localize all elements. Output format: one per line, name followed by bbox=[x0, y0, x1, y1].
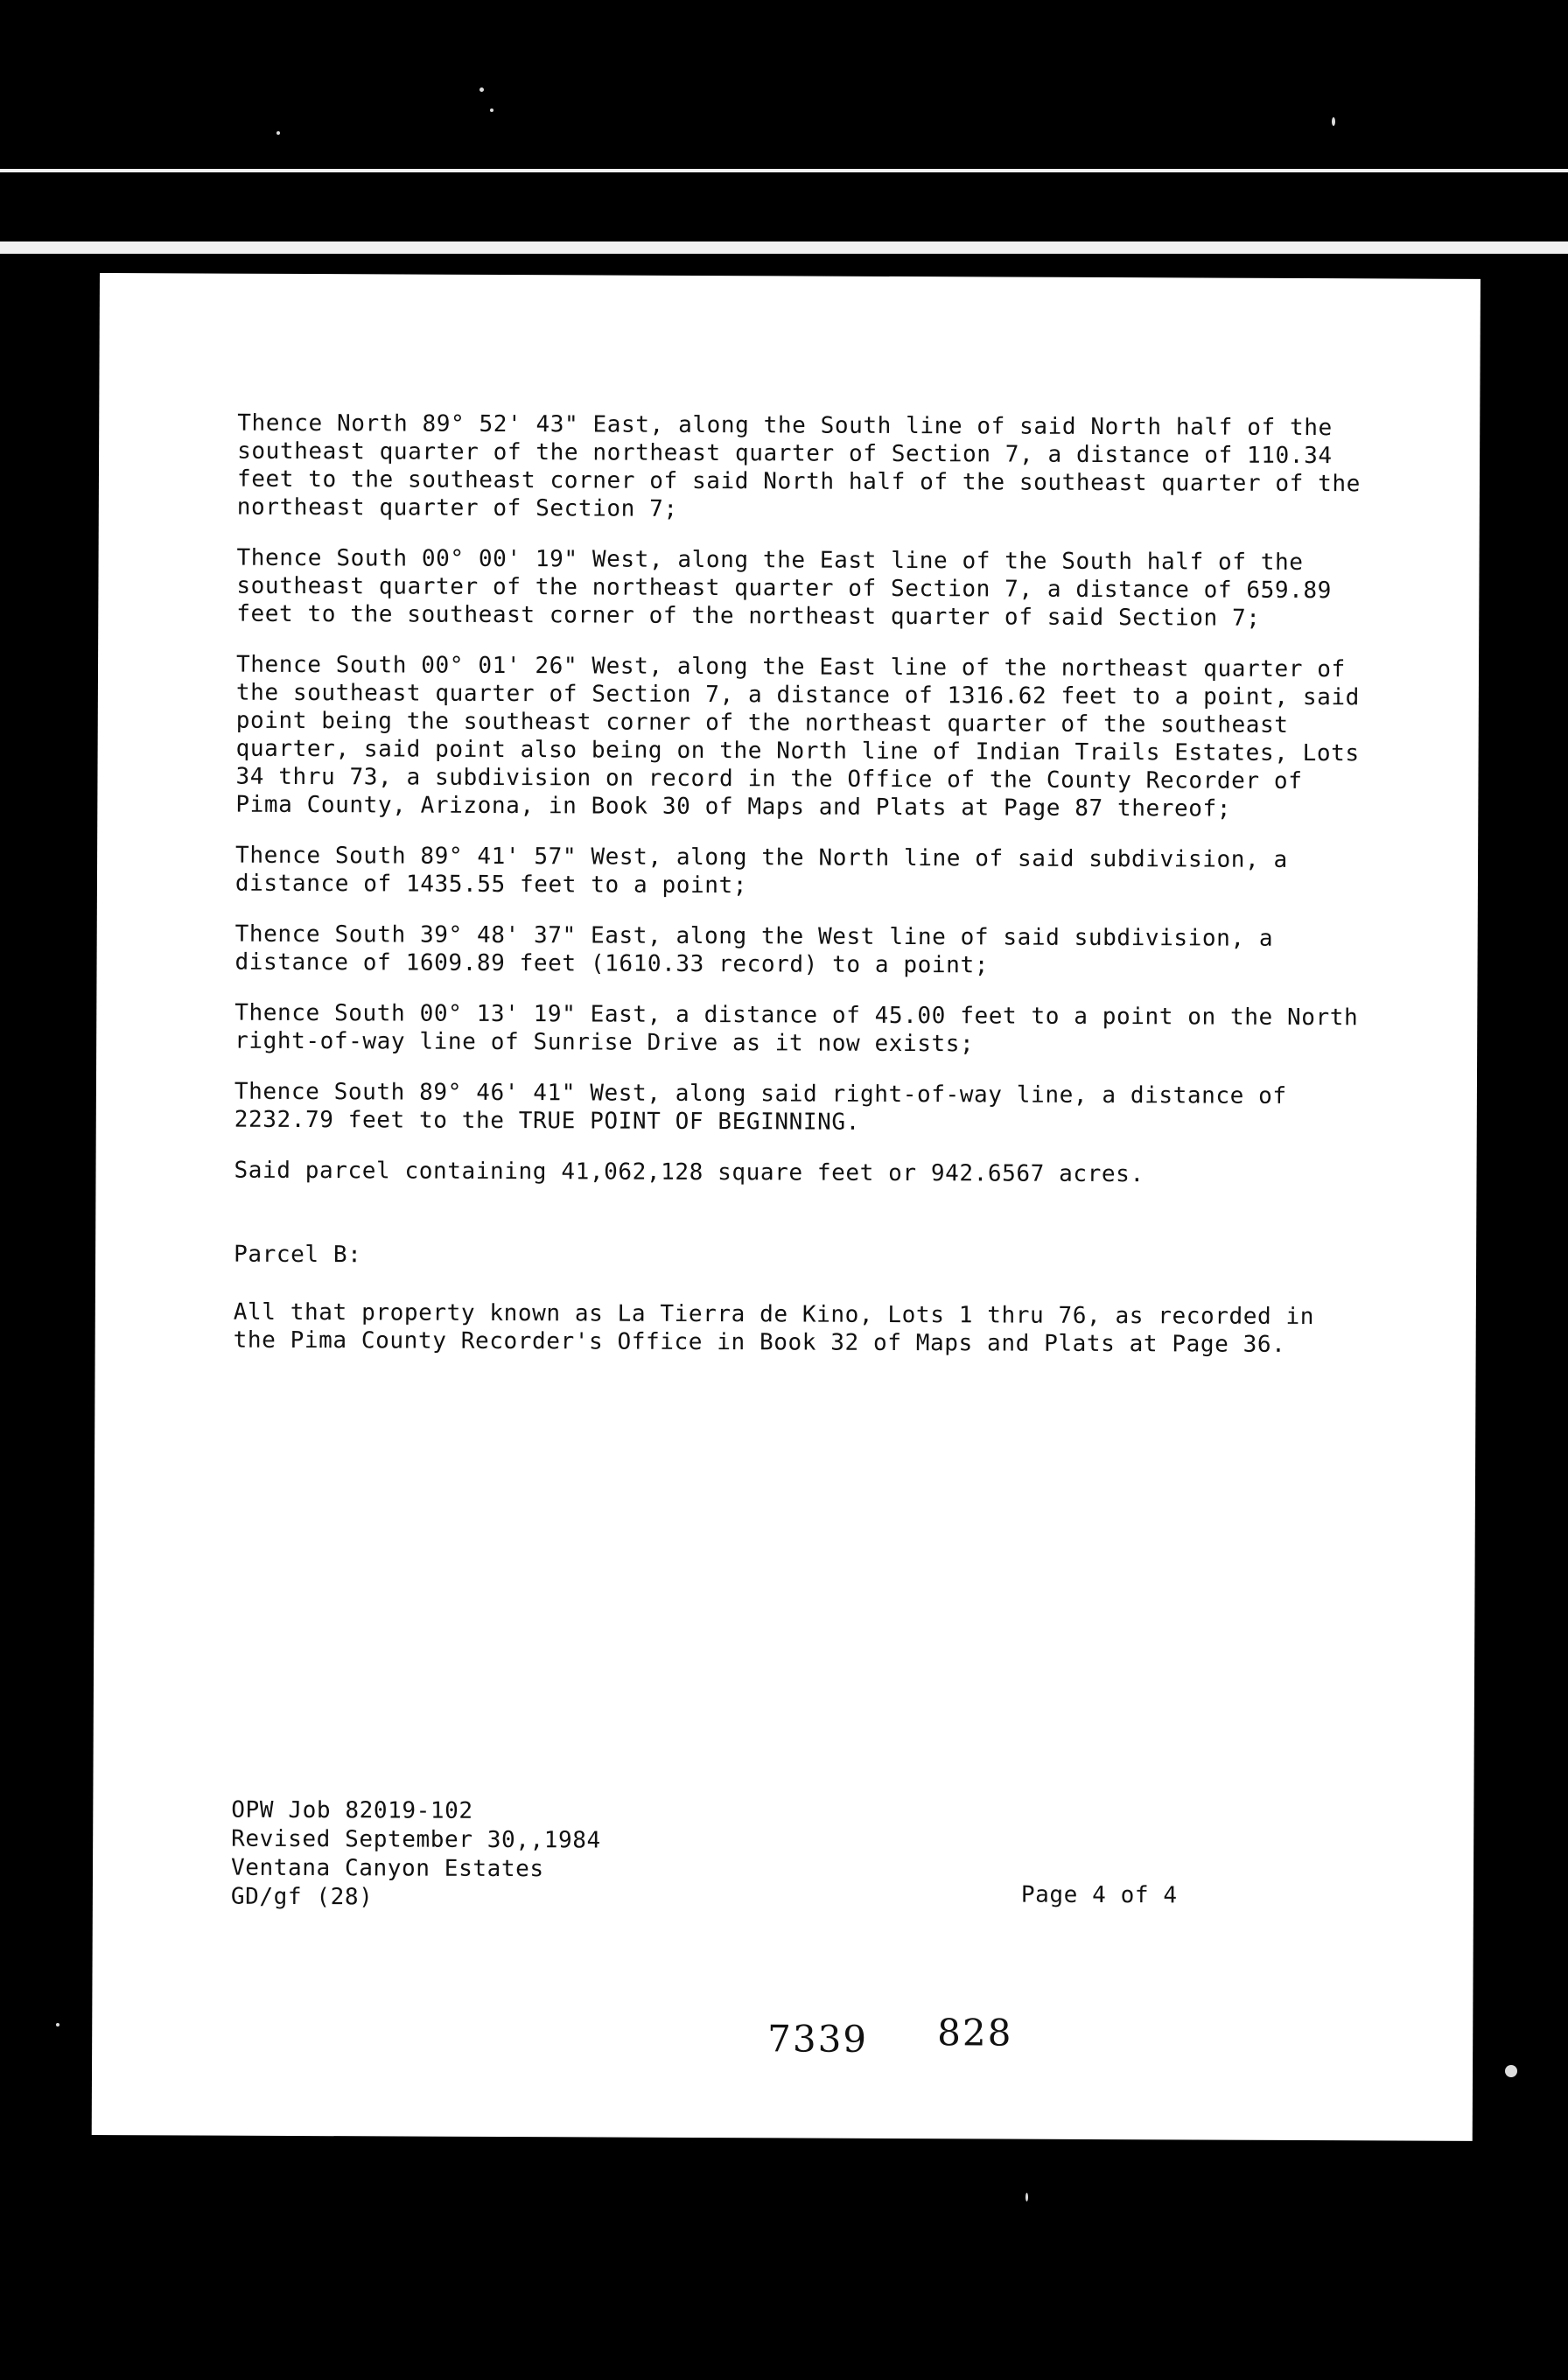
revision-date: Revised September 30,,1984 bbox=[231, 1825, 601, 1854]
scan-speck bbox=[1332, 117, 1335, 126]
project-name: Ventana Canyon Estates bbox=[230, 1854, 544, 1883]
scan-edge-line bbox=[0, 169, 1568, 172]
scan-speck bbox=[490, 108, 494, 112]
job-number: OPW Job 82019-102 bbox=[231, 1796, 473, 1824]
legal-description-paragraph: Thence South 00° 13' 19" East, a distance of 45.00 feet to a point on the North right-of-way line of Sunrise Drive as it now exists; bbox=[234, 999, 1359, 1058]
recording-page-stamp: 828 bbox=[937, 2011, 1013, 2054]
recording-book-stamp: 7339 bbox=[767, 2017, 869, 2061]
document-footer bbox=[231, 1796, 601, 1914]
scan-edge-line bbox=[0, 242, 1568, 254]
scan-speck bbox=[276, 131, 280, 135]
parcel-area-paragraph: Said parcel containing 41,062,128 square feet or 942.6567 acres. bbox=[234, 1157, 1144, 1188]
document-page bbox=[92, 273, 1480, 2141]
legal-description-paragraph: Thence South 39° 48' 37" East, along the West line of said subdivision, a distance of 1609.89 feet (1610.33 record) to a point; bbox=[234, 920, 1274, 979]
legal-description-paragraph: Thence South 89° 46' 41" West, along said right-of-way line, a distance of 2232.79 feet to the TRUE POINT OF BEGINNING. bbox=[234, 1078, 1287, 1136]
legal-description-paragraph: Thence South 00° 00' 19" West, along the East line of the South half of the southeast quarter of the northeast quarter of Section 7, a distance of 659.89 feet to the southeast corner of the northeast quarter of said Section 7; bbox=[236, 544, 1333, 632]
legal-description-paragraph: Thence South 89° 41' 57" West, along the North line of said subdivision, a distance of 1435.55 feet to a point; bbox=[234, 842, 1288, 900]
parcel-heading: Parcel B: bbox=[234, 1241, 362, 1269]
scan-speck bbox=[56, 2023, 60, 2026]
document-body bbox=[233, 410, 1375, 1382]
legal-description-paragraph: Thence South 00° 01' 26" West, along the East line of the northeast quarter of the southeast quarter of Section 7, a distance of 1316.62 feet to a point, said point being the southeast corner of the northeast quarter of the southeast quarter, said point also being on the North line of Indian Trails Estates, Lots 34 thru 73, a subdivision on record in the Office of the County Recorder of Pima County, Arizona, in Book 30 of Maps and Plats at Page 87 thereof; bbox=[235, 651, 1360, 822]
author-initials: GD/gf (28) bbox=[230, 1883, 374, 1911]
scan-speck bbox=[1505, 2065, 1517, 2077]
page-number: Page 4 of 4 bbox=[1020, 1881, 1178, 1909]
legal-description-paragraph: Thence North 89° 52' 43" East, along the South line of said North half of the southeast quarter of the northeast quarter of Section 7, a distance of 110.34 feet to the southeast corner of said North half of the southeast quarter of the northeast quarter of Section 7; bbox=[236, 410, 1362, 522]
scan-speck bbox=[480, 88, 484, 92]
parcel-description: All that property known as La Tierra de Kino, Lots 1 thru 76, as recorded in the Pima County Recorder's Office in Book 32 of Maps and Plats at Page 36. bbox=[233, 1298, 1315, 1358]
scan-speck bbox=[1026, 2193, 1028, 2202]
